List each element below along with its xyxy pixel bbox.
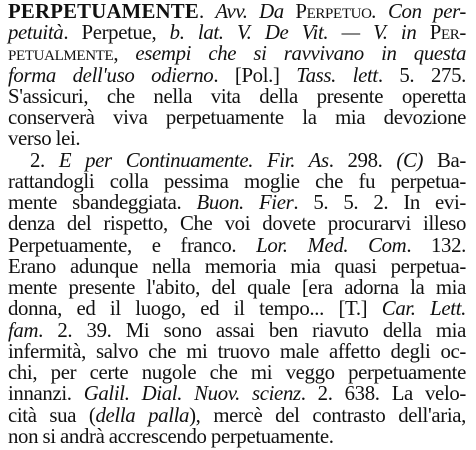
entry-text: innanzi. [8,381,84,406]
entry-line-18 [8,362,466,383]
entry-text: . 132. [406,232,466,257]
entry-text: Erano adunque nella memoria mia quasi perpetua- [8,253,466,278]
entry-line-20 [8,402,466,427]
entry-text: esempi che si ravvivano in questa [135,41,466,66]
entry-text: S'assicuri, che nella vita della presente operetta [8,83,466,108]
entry-text: 2. [30,147,59,172]
entry-text: . [198,0,216,23]
entry-text: petualmente [8,41,114,66]
entry-text: rattandogli colla pessima moglie che fu perpetua- [8,168,466,193]
entry-line-6 [8,107,466,128]
entry-line-10 [8,192,466,213]
entry-text: . [Pol.] [213,62,297,87]
entry-text: Perpetuamente, e franco. [8,232,257,257]
entry-text: petuità [8,20,64,45]
entry-text: Avv. Da [215,0,296,23]
entry-text: Tass. lett [296,62,378,87]
entry-text: Galil. Dial. Nuov. scienz [83,381,301,406]
entry-text: non si andrà accrescendo perpetuamente. [8,423,334,448]
entry-text: forma dell'uso odierno [8,62,214,87]
entry-line-4 [8,62,466,87]
entry-line-21 [8,423,334,448]
entry-text: cità sua ( [8,402,96,427]
entry-text: . 5. 275. [377,62,466,87]
entry-text: Lor. Med. Com [256,232,407,257]
entry-text: denza del rispetto, Che voi dovete procurarvi illeso [8,211,466,236]
entry-text: Perpetuo [295,0,372,23]
entry-text: (C) [396,147,424,172]
entry-text: E per Continuamente. Fir. As [58,147,329,172]
entry-line-7 [8,128,80,149]
entry-text: Buon. Fier [196,190,294,215]
entry-text: donna, ed il luogo, ed il tempo... [T.] [8,296,382,321]
entry-headword: PERPETUAMENTE [8,0,199,23]
entry-line-11 [8,213,466,234]
entry-text: chi, per certe nugole che mi veggo perpetuamente [8,360,466,385]
entry-line-5 [8,83,466,108]
entry-text: . 2. 39. Mi sono assai ben riavuto della mia [38,317,466,342]
entry-line-9 [8,168,466,193]
entry-text: mente sbandeggiata. [8,190,197,215]
entry-line-14 [8,277,466,298]
entry-text: Car. Lett. [381,296,466,321]
entry-text: Per- [429,20,467,45]
entry-text: , [113,41,136,66]
entry-line-1 [8,1,466,22]
entry-text: b. lat. V. De Vit. — V. in [169,20,430,45]
entry-text: . 2. 638. La velo- [300,381,466,406]
entry-line-2 [8,22,466,43]
entry-text: . Con per- [371,0,467,23]
entry-line-12 [8,232,466,257]
entry-text: verso lei. [8,126,81,151]
entry-text: . 298. [328,147,397,172]
entry-line-3 [8,43,466,64]
entry-text: ), mercè del contrasto dell'aria, [189,402,466,427]
entry-text: infermità, salvo che mi truovo male affetto degli oc- [8,338,466,363]
entry-text: della palla [95,402,190,427]
entry-text: conserverà viva perpetuamente la mia devozione [8,105,466,130]
entry-line-8 [30,147,467,172]
entry-line-19 [8,383,466,404]
entry-text: mente presente l'abito, del quale [era adorna la mia [8,275,466,300]
entry-line-13 [8,253,466,278]
entry-line-15 [8,298,466,319]
entry-text: Ba- [423,147,467,172]
entry-line-17 [8,338,466,363]
entry-line-16 [8,317,466,342]
entry-text: . 5. 5. 2. In evi- [293,190,466,215]
entry-text: . Perpetue, [63,20,170,45]
entry-text: fam [8,317,39,342]
